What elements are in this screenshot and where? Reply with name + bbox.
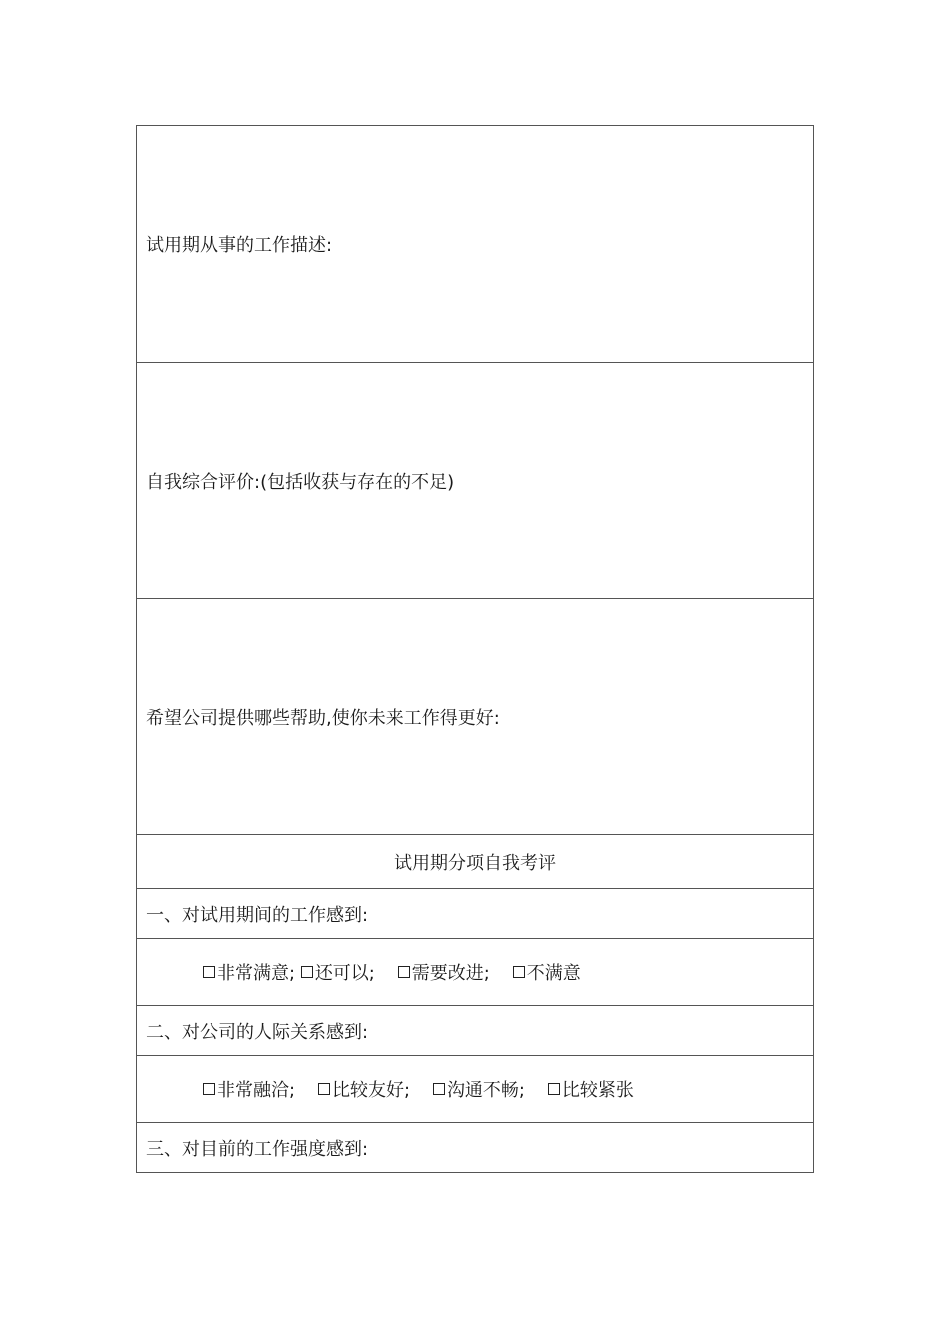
question-2-options-row [137, 1055, 813, 1122]
q1-option-needs-improvement[interactable] [398, 959, 513, 985]
question-3-row [137, 1122, 813, 1172]
option-label: 还可以; [314, 963, 375, 984]
option-label: 比较友好; [331, 1080, 411, 1101]
checkbox-icon[interactable] [548, 1083, 560, 1095]
question-1-options-row [137, 938, 813, 1005]
probation-form-table [136, 125, 814, 1173]
work-description-label: 试用期从事的工作描述: [146, 235, 333, 256]
self-evaluation-label: 自我综合评价:(包括收获与存在的不足) [146, 471, 455, 493]
help-wanted-label: 希望公司提供哪些帮助,使你未来工作得更好: [146, 707, 500, 729]
q1-option-very-satisfied[interactable] [203, 959, 301, 985]
option-label: 不满意 [526, 963, 581, 984]
question-2-options [137, 1076, 634, 1102]
option-label: 沟通不畅; [446, 1080, 526, 1101]
option-label: 比较紧张 [561, 1080, 634, 1101]
option-label: 非常满意; [217, 963, 296, 984]
work-description-cell[interactable] [137, 126, 813, 362]
question-2-row [137, 1005, 813, 1055]
q1-option-unsatisfied[interactable] [513, 959, 581, 985]
question-1-label: 一、对试用期间的工作感到: [146, 904, 369, 926]
checkbox-icon[interactable] [513, 966, 525, 978]
self-evaluation-cell[interactable] [137, 362, 813, 598]
evaluation-heading: 试用期分项自我考评 [394, 852, 556, 874]
checkbox-icon[interactable] [203, 1083, 215, 1095]
checkbox-icon[interactable] [398, 966, 410, 978]
checkbox-icon[interactable] [318, 1083, 330, 1095]
q2-option-tense[interactable] [548, 1076, 634, 1102]
checkbox-icon[interactable] [203, 966, 215, 978]
checkbox-icon[interactable] [301, 966, 313, 978]
option-label: 需要改进; [411, 963, 490, 984]
q2-option-poor-communication[interactable] [433, 1076, 548, 1102]
help-wanted-cell[interactable] [137, 598, 813, 834]
question-1-options [137, 959, 581, 985]
checkbox-icon[interactable] [433, 1083, 445, 1095]
question-1-row [137, 888, 813, 938]
option-label: 非常融洽; [217, 1080, 296, 1101]
evaluation-heading-row [137, 834, 813, 888]
question-3-label: 三、对目前的工作强度感到: [146, 1138, 369, 1160]
q2-option-friendly[interactable] [318, 1076, 433, 1102]
q1-option-acceptable[interactable] [301, 959, 398, 985]
question-2-label: 二、对公司的人际关系感到: [146, 1021, 369, 1043]
q2-option-very-harmonious[interactable] [203, 1076, 318, 1102]
